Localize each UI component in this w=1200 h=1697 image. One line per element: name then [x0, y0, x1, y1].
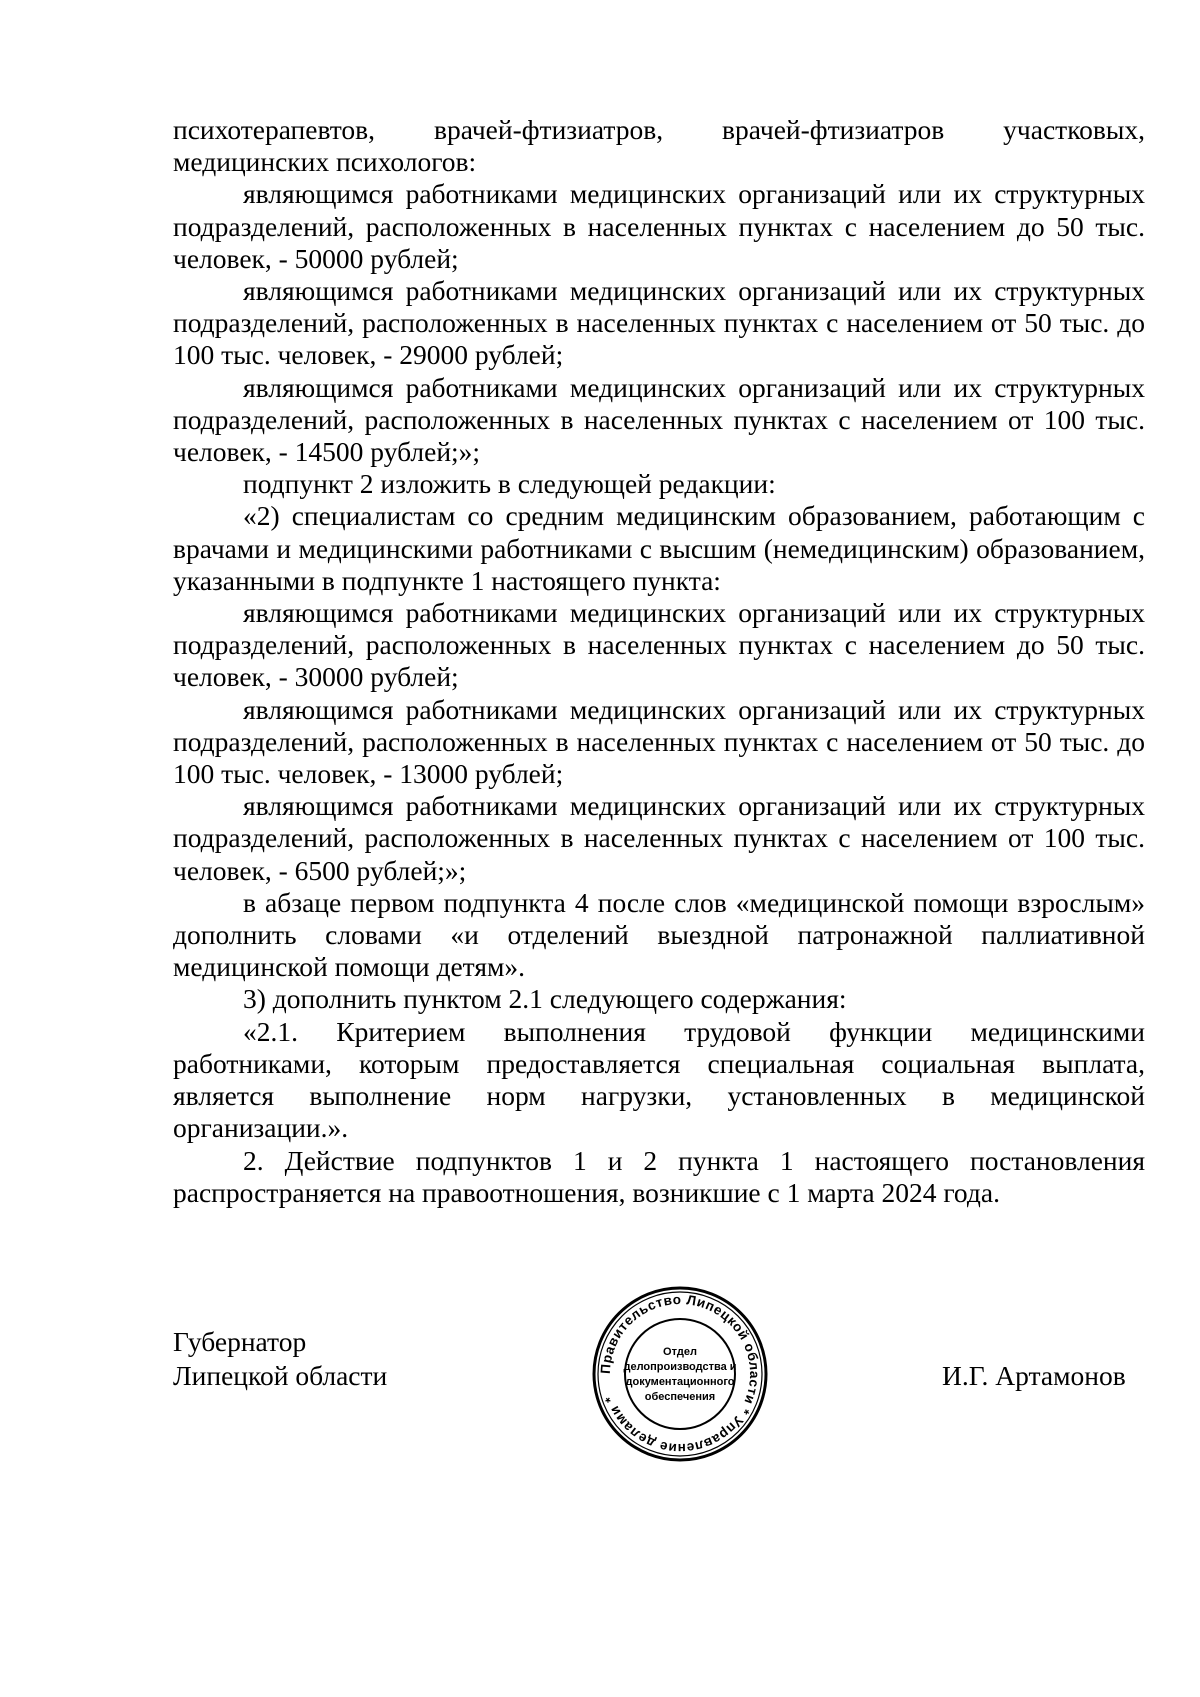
paragraph-5: подпункт 2 изложить в следующей редакции: [243, 468, 776, 500]
signatory-title: Губернатор [173, 1326, 307, 1357]
paragraph-11: 3) дополнить пунктом 2.1 следующего содержания: [243, 983, 847, 1015]
signatory-name: И.Г. Артамонов [942, 1360, 1126, 1391]
paragraph-1: психотерапевтов, врачей-фтизиатров, врачей-фтизиатров участковых, медицинских психологов: [173, 114, 1145, 178]
document-body [173, 114, 1145, 1209]
paragraph-4: являющимся работниками медицинских организаций или их структурных подразделений, расположенных в населенных пунктах с населением от 100 тыс. человек, - 14500 рублей;»; [173, 371, 1145, 468]
paragraph-12: «2.1. Критерием выполнения трудовой функции медицинскими работниками, которым предоставляется специальная социальная выплата, является выполнение норм нагрузки, установленных в медицинской организации.». [173, 1015, 1145, 1144]
signatory-region: Липецкой области [173, 1360, 388, 1391]
stamp-ring-text: Правительство Липецкой области * Управление делами * [597, 1291, 763, 1457]
stamp-center-line-2: делопроизводства и [623, 1361, 737, 1373]
paragraph-6: «2) специалистам со средним медицинским образованием, работающим с врачами и медицинскими работниками с высшим (немедицинским) образованием, указанными в подпункте 1 настоящего пункта: [173, 500, 1145, 596]
stamp-center-line-1: Отдел [663, 1346, 697, 1358]
paragraph-7: являющимся работниками медицинских организаций или их структурных подразделений, расположенных в населенных пунктах с населением до 50 тыс. человек, - 30000 рублей; [173, 597, 1145, 693]
official-stamp [591, 1285, 769, 1463]
paragraph-3: являющимся работниками медицинских организаций или их структурных подразделений, расположенных в населенных пунктах с населением от 50 тыс. до 100 тыс. человек, - 29000 рублей; [173, 275, 1145, 371]
svg-text:Правительство Липецкой области [598, 1292, 762, 1456]
paragraph-8: являющимся работниками медицинских организаций или их структурных подразделений, расположенных в населенных пунктах с населением от 50 тыс. до 100 тыс. человек, - 13000 рублей; [173, 693, 1145, 790]
paragraph-10: в абзаце первом подпункта 4 после слов «медицинской помощи взрослым» дополнить словами «и отделений выездной патронажной паллиативной медицинской помощи детям». [173, 886, 1145, 983]
stamp-center-line-3: документационного [625, 1376, 735, 1388]
signatory-position [173, 1325, 387, 1393]
paragraph-9: являющимся работниками медицинских организаций или их структурных подразделений, расположенных в населенных пунктах с населением от 100 тыс. человек, - 6500 рублей;»; [173, 790, 1145, 886]
stamp-center-line-4: обеспечения [644, 1391, 716, 1403]
paragraph-2: являющимся работниками медицинских организаций или их структурных подразделений, расположенных в населенных пунктах с населением до 50 тыс. человек, - 50000 рублей; [173, 178, 1145, 274]
paragraph-13: 2. Действие подпунктов 1 и 2 пункта 1 настоящего постановления распространяется на правоотношения, возникшие с 1 марта 2024 года. [173, 1144, 1145, 1208]
stamp-seal-icon [591, 1285, 769, 1463]
